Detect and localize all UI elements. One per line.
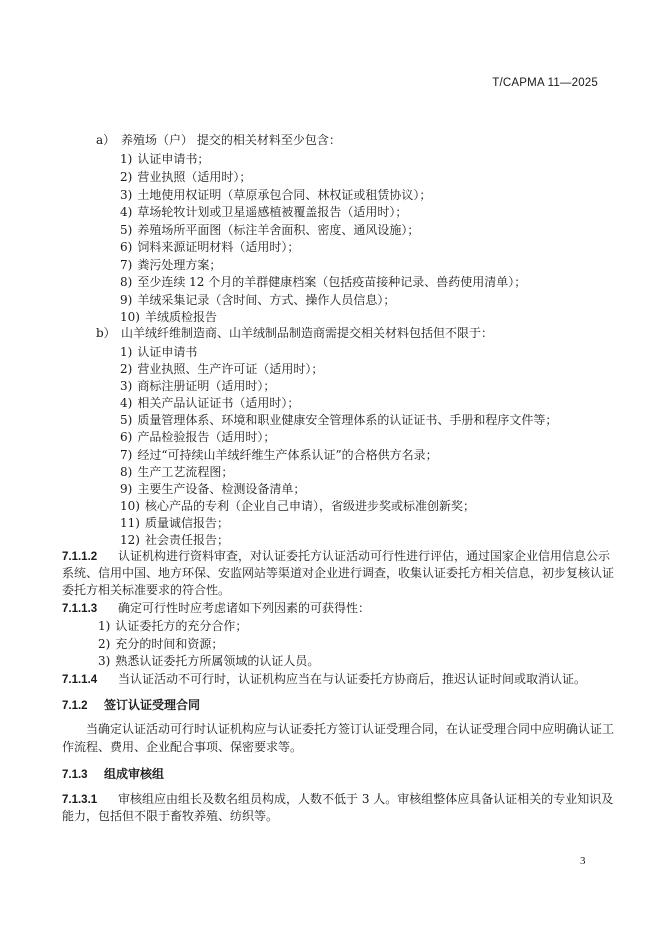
list-item <box>120 498 475 515</box>
item-number: 5) <box>120 413 133 427</box>
item-text: 商标注册证明（适用时）； <box>137 379 276 393</box>
list-item <box>120 169 251 186</box>
item-text: 产品检验报告（适用时）； <box>137 430 276 444</box>
list-b-title: 山羊绒纤维制造商、山羊绒制品制造商需提交相关材料包括但不限于： <box>121 326 494 340</box>
paragraph-line: 当确定认证活动可行时认证机构应与认证委托方签订认证受理合同，在认证受理合同中应明确认证工 <box>86 722 615 736</box>
item-text: 核心产品的专利（企业自己申请），省级进步奖或标准创新奖； <box>144 499 475 513</box>
list-item <box>120 222 419 239</box>
list-a-title: 养殖场（户） 提交的相关材料至少包含： <box>121 133 341 147</box>
list-item <box>120 309 217 326</box>
item-number: 6) <box>120 430 133 444</box>
list-item <box>120 412 557 429</box>
item-text: 羊绒质检报告 <box>144 310 217 324</box>
document-code-header: T/CAPMA 11—2025 <box>492 77 598 89</box>
item-number: 7) <box>120 258 133 272</box>
list-item <box>120 515 229 532</box>
item-text: 饲料来源证明材料（适用时）； <box>137 240 300 254</box>
list-item <box>120 187 431 204</box>
clause-number: 7.1.1.3 <box>62 603 98 615</box>
section-title: 签订认证受理合同 <box>104 698 201 712</box>
page-number: 3 <box>580 855 586 867</box>
clause-text: 确定可行性时应考虑诸如下列因素的可获得性： <box>118 601 371 615</box>
clause-text: 当认证活动不可行时，认证机构应当在与认证委托方协商后，推迟认证时间或取消认证。 <box>118 672 587 686</box>
clause-7-1-1-2-line <box>62 548 610 565</box>
item-text: 生产工艺流程图； <box>137 465 234 479</box>
list-item <box>98 618 247 635</box>
clause-number: 7.1.3.1 <box>62 794 98 806</box>
item-number: 6) <box>120 240 133 254</box>
list-item <box>120 532 229 549</box>
item-number: 5) <box>120 223 133 237</box>
clause-number: 7.1.1.2 <box>62 551 98 563</box>
item-number: 2) <box>120 170 133 184</box>
list-item <box>120 292 395 309</box>
clause-7-1-1-2-line: 系统、信用中国、地方环保、安监网站等渠道对企业进行调查，收集认证委托方相关信息，初步复核认证 <box>62 566 615 580</box>
item-text: 相关产品认证证书（适用时）； <box>137 396 300 410</box>
item-text: 社会责任报告； <box>144 533 229 547</box>
list-item <box>120 274 526 291</box>
item-text: 认证委托方的充分合作； <box>115 619 248 633</box>
clause-7-1-3-1-line <box>62 791 613 808</box>
section-heading <box>62 766 164 783</box>
list-item <box>120 481 305 498</box>
item-number: 1) <box>120 345 133 359</box>
list-item <box>120 344 197 361</box>
item-number: 9) <box>120 482 133 496</box>
item-number: 10) <box>120 499 140 513</box>
item-number: 3) <box>120 188 133 202</box>
list-item <box>98 653 319 670</box>
list-item <box>120 239 299 256</box>
item-text: 认证申请书 <box>137 345 198 359</box>
item-number: 4) <box>120 205 133 219</box>
section-heading <box>62 697 200 714</box>
item-number: 3) <box>120 379 133 393</box>
section-number: 7.1.3 <box>62 769 88 781</box>
list-a-heading <box>96 132 341 149</box>
clause-text: 认证机构进行资料审查，对认证委托方认证活动可行性进行评估，通过国家企业信用信息公示 <box>118 549 611 563</box>
item-text: 至少连续 12 个月的羊群健康档案（包括疫苗接种记录、兽药使用清单）； <box>137 275 527 289</box>
clause-7-1-3-1-line: 能力，包括但不限于畜牧养殖、纺织等。 <box>62 809 279 823</box>
item-text: 认证申请书； <box>137 152 210 166</box>
item-text: 营业执照、生产许可证（适用时）； <box>137 362 324 376</box>
section-number: 7.1.2 <box>62 700 88 712</box>
item-number: 11) <box>120 516 140 530</box>
list-item <box>120 151 209 168</box>
item-number: 3) <box>98 654 111 668</box>
item-number: 1) <box>120 152 133 166</box>
item-text: 养殖场所平面图（标注羊舍面积、密度、通风设施）； <box>137 223 420 237</box>
item-number: 2) <box>120 362 133 376</box>
list-item <box>120 204 407 221</box>
item-number: 12) <box>120 533 140 547</box>
item-text: 羊绒采集记录（含时间、方式、操作人员信息）； <box>137 293 396 307</box>
list-item <box>120 464 233 481</box>
section-title: 组成审核组 <box>104 767 165 781</box>
item-text: 主要生产设备、检测设备清单； <box>137 482 306 496</box>
clause-7-1-1-2-line: 委托方相关标准要求的符合性。 <box>62 583 231 597</box>
item-number: 2) <box>98 637 111 651</box>
item-number: 10) <box>120 310 140 324</box>
item-text: 质量管理体系、环境和职业健康安全管理体系的认证证书、手册和程序文件等； <box>137 413 558 427</box>
item-number: 4) <box>120 396 133 410</box>
item-number: 8) <box>120 275 133 289</box>
clause-7-1-1-3-line <box>62 600 370 617</box>
list-item <box>120 361 323 378</box>
list-b-marker: b） <box>96 326 116 340</box>
item-text: 充分的时间和资源； <box>115 637 224 651</box>
list-item <box>120 257 221 274</box>
item-text: 草场轮牧计划或卫星遥感植被覆盖报告（适用时）； <box>137 205 408 219</box>
clause-text: 审核组应由组长及数名组员构成，人数不低于 3 人。审核组整体应具备认证相关的专业知识及 <box>118 792 614 806</box>
item-text: 营业执照（适用时）； <box>137 170 252 184</box>
item-number: 9) <box>120 293 133 307</box>
list-b-heading <box>96 325 493 342</box>
item-text: 质量诚信报告； <box>144 516 229 530</box>
list-item <box>120 429 275 446</box>
item-text: 经过“可持续山羊绒纤维生产体系认证”的合格供方名录； <box>137 448 438 462</box>
item-number: 8) <box>120 465 133 479</box>
list-item <box>98 636 223 653</box>
item-text: 土地使用权证明（草原承包合同、林权证或租赁协议）； <box>137 188 432 202</box>
list-item <box>120 447 438 464</box>
clause-number: 7.1.1.4 <box>62 674 98 686</box>
item-text: 粪污处理方案； <box>137 258 222 272</box>
paragraph-line: 作流程、费用、企业配合事项、保密要求等。 <box>62 740 303 754</box>
list-item <box>120 378 275 395</box>
clause-7-1-1-4-line <box>62 671 586 688</box>
item-text: 熟悉认证委托方所属领域的认证人员。 <box>115 654 320 668</box>
item-number: 1) <box>98 619 111 633</box>
list-a-marker: a） <box>96 133 116 147</box>
item-number: 7) <box>120 448 133 462</box>
list-item <box>120 395 299 412</box>
